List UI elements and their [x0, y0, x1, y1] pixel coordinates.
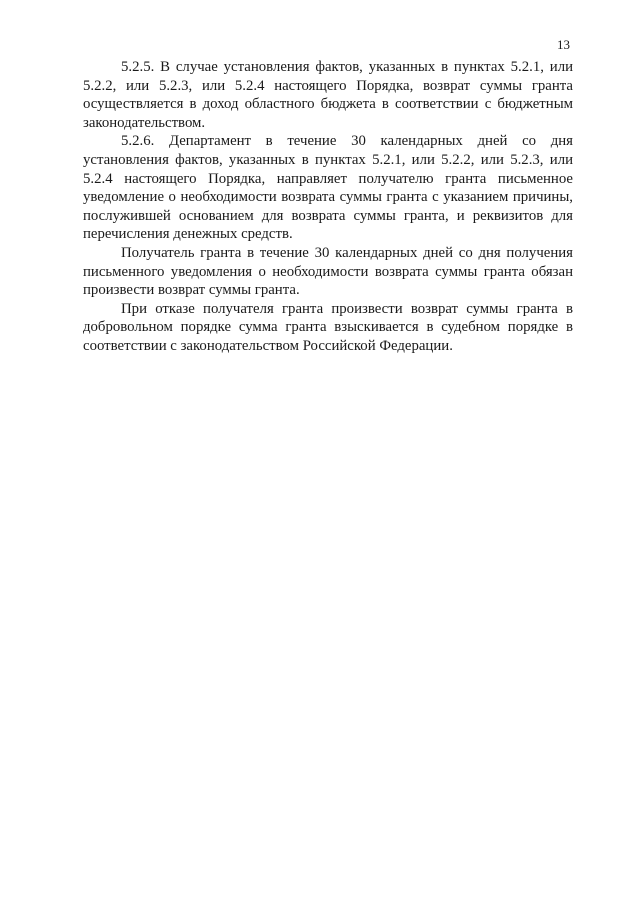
paragraph-5-2-5: 5.2.5. В случае установления фактов, указанных в пунктах 5.2.1, или 5.2.2, или 5.2.3, или 5.2.4 настоящего Порядка, возврат суммы гранта осуществляется в доход областного бюджета в соответствии с бюджетным законодательством.	[83, 59, 573, 131]
document-body	[83, 58, 573, 356]
paragraph-recipient-obligation: Получатель гранта в течение 30 календарных дней со дня получения письменного уведомления о необходимости возврата суммы гранта обязан произвести возврат суммы гранта.	[83, 244, 573, 299]
paragraph-5-2-6: 5.2.6. Департамент в течение 30 календарных дней со дня установления фактов, указанных в пунктах 5.2.1, или 5.2.2, или 5.2.3, или 5.2.4 настоящего Порядка, направляет получателю гранта письменное уведомление о необходимости возврата суммы гранта с указанием причины, послужившей основанием для возврата суммы гранта, и реквизитов для перечисления денежных средств.	[83, 133, 573, 243]
paragraph-court-recovery: При отказе получателя гранта произвести возврат суммы гранта в добровольном порядке сумма гранта взыскивается в судебном порядке в соответствии с законодательством Российской Федерации.	[83, 300, 573, 354]
page-number: 13	[557, 37, 570, 52]
